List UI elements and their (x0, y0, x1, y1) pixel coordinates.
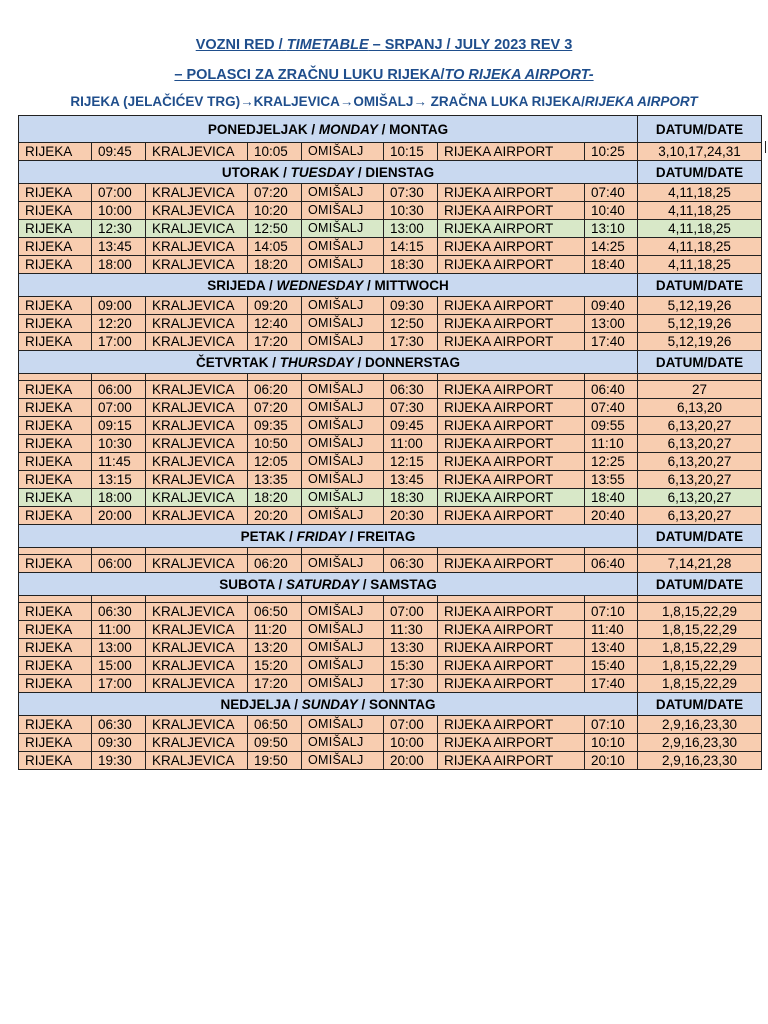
dates-cell: 4,11,18,25 (638, 202, 762, 220)
stop-origin: RIJEKA (19, 621, 92, 639)
stop-kraljevica: KRALJEVICA (146, 315, 248, 333)
date-column-header: DATUM/DATE (638, 693, 762, 716)
time-omisalj: 07:30 (384, 184, 438, 202)
table-row (19, 315, 762, 333)
time-omisalj: 07:00 (384, 603, 438, 621)
stop-kraljevica: KRALJEVICA (146, 471, 248, 489)
time-kraljevica: 10:20 (248, 202, 302, 220)
table-row (19, 716, 762, 734)
time-kraljevica: 19:50 (248, 752, 302, 770)
stop-kraljevica: KRALJEVICA (146, 238, 248, 256)
dates-cell: 6,13,20,27 (638, 489, 762, 507)
stop-origin: RIJEKA (19, 184, 92, 202)
time-origin: 11:45 (92, 453, 146, 471)
time-airport: 07:10 (585, 603, 638, 621)
stop-airport: RIJEKA AIRPORT (438, 220, 585, 238)
time-kraljevica: 07:20 (248, 184, 302, 202)
time-airport: 15:40 (585, 657, 638, 675)
stop-omisalj: OMIŠALJ (302, 399, 384, 417)
stop-origin: RIJEKA (19, 716, 92, 734)
dates-cell: 1,8,15,22,29 (638, 639, 762, 657)
table-row (19, 381, 762, 399)
dates-cell: 1,8,15,22,29 (638, 621, 762, 639)
table-row (19, 435, 762, 453)
time-omisalj: 18:30 (384, 256, 438, 274)
day-header-row (19, 116, 762, 143)
stop-airport: RIJEKA AIRPORT (438, 471, 585, 489)
table-row (19, 184, 762, 202)
time-airport: 12:25 (585, 453, 638, 471)
time-kraljevica: 07:20 (248, 399, 302, 417)
stop-origin: RIJEKA (19, 471, 92, 489)
dates-cell: 4,11,18,25 (638, 238, 762, 256)
stop-omisalj: OMIŠALJ (302, 453, 384, 471)
time-airport: 10:40 (585, 202, 638, 220)
stop-airport: RIJEKA AIRPORT (438, 435, 585, 453)
time-origin: 15:00 (92, 657, 146, 675)
stop-airport: RIJEKA AIRPORT (438, 297, 585, 315)
dates-cell: 5,12,19,26 (638, 315, 762, 333)
time-kraljevica: 11:20 (248, 621, 302, 639)
stop-origin: RIJEKA (19, 256, 92, 274)
table-row (19, 143, 762, 161)
table-row (19, 417, 762, 435)
stop-kraljevica: KRALJEVICA (146, 603, 248, 621)
stop-origin: RIJEKA (19, 315, 92, 333)
stop-omisalj: OMIŠALJ (302, 256, 384, 274)
time-origin: 09:00 (92, 297, 146, 315)
stop-kraljevica: KRALJEVICA (146, 734, 248, 752)
time-kraljevica: 20:20 (248, 507, 302, 525)
time-omisalj: 09:45 (384, 417, 438, 435)
time-airport: 17:40 (585, 675, 638, 693)
stop-kraljevica: KRALJEVICA (146, 752, 248, 770)
time-origin: 10:30 (92, 435, 146, 453)
time-origin: 17:00 (92, 333, 146, 351)
stop-omisalj: OMIŠALJ (302, 381, 384, 399)
stop-airport: RIJEKA AIRPORT (438, 202, 585, 220)
stop-omisalj: OMIŠALJ (302, 507, 384, 525)
stop-omisalj: OMIŠALJ (302, 202, 384, 220)
stop-airport: RIJEKA AIRPORT (438, 453, 585, 471)
time-kraljevica: 09:20 (248, 297, 302, 315)
time-kraljevica: 13:35 (248, 471, 302, 489)
day-header: SUBOTA / SATURDAY / SAMSTAG (19, 573, 638, 596)
stop-origin: RIJEKA (19, 734, 92, 752)
dates-cell: 6,13,20,27 (638, 507, 762, 525)
table-row (19, 675, 762, 693)
time-kraljevica: 10:50 (248, 435, 302, 453)
day-header: UTORAK / TUESDAY / DIENSTAG (19, 161, 638, 184)
time-origin: 10:00 (92, 202, 146, 220)
stop-origin: RIJEKA (19, 202, 92, 220)
timetable-subtitle: – POLASCI ZA ZRAČNU LUKU RIJEKA/TO RIJEKA AIRPORT- (174, 67, 594, 83)
stop-omisalj: OMIŠALJ (302, 471, 384, 489)
stop-omisalj: OMIŠALJ (302, 657, 384, 675)
time-airport: 11:40 (585, 621, 638, 639)
time-kraljevica: 17:20 (248, 675, 302, 693)
time-kraljevica: 14:05 (248, 238, 302, 256)
dates-cell: 4,11,18,25 (638, 220, 762, 238)
time-airport: 20:10 (585, 752, 638, 770)
stop-airport: RIJEKA AIRPORT (438, 381, 585, 399)
time-airport: 17:40 (585, 333, 638, 351)
time-origin: 13:15 (92, 471, 146, 489)
time-kraljevica: 06:50 (248, 603, 302, 621)
stop-omisalj: OMIŠALJ (302, 603, 384, 621)
table-row (19, 453, 762, 471)
time-origin: 07:00 (92, 399, 146, 417)
time-origin: 18:00 (92, 489, 146, 507)
stop-kraljevica: KRALJEVICA (146, 184, 248, 202)
day-header-row (19, 351, 762, 374)
time-airport: 13:00 (585, 315, 638, 333)
dates-cell: 6,13,20,27 (638, 417, 762, 435)
stop-kraljevica: KRALJEVICA (146, 143, 248, 161)
table-row (19, 256, 762, 274)
time-origin: 13:45 (92, 238, 146, 256)
stop-kraljevica: KRALJEVICA (146, 435, 248, 453)
time-omisalj: 13:00 (384, 220, 438, 238)
time-origin: 06:00 (92, 381, 146, 399)
time-omisalj: 12:15 (384, 453, 438, 471)
stop-omisalj: OMIŠALJ (302, 417, 384, 435)
time-airport: 13:10 (585, 220, 638, 238)
stop-origin: RIJEKA (19, 238, 92, 256)
time-kraljevica: 09:35 (248, 417, 302, 435)
day-header: PONEDJELJAK / MONDAY / MONTAG (19, 116, 638, 143)
dates-cell: 6,13,20,27 (638, 435, 762, 453)
stop-airport: RIJEKA AIRPORT (438, 238, 585, 256)
time-origin: 18:00 (92, 256, 146, 274)
time-kraljevica: 12:50 (248, 220, 302, 238)
dates-cell: 7,14,21,28 (638, 555, 762, 573)
edge-mark (765, 141, 766, 153)
time-airport: 18:40 (585, 256, 638, 274)
time-kraljevica: 18:20 (248, 256, 302, 274)
stop-kraljevica: KRALJEVICA (146, 381, 248, 399)
date-column-header: DATUM/DATE (638, 573, 762, 596)
dates-cell: 1,8,15,22,29 (638, 675, 762, 693)
time-origin: 17:00 (92, 675, 146, 693)
stop-origin: RIJEKA (19, 657, 92, 675)
stop-airport: RIJEKA AIRPORT (438, 256, 585, 274)
timetable-title: VOZNI RED / TIMETABLE – SRPANJ / JULY 2023 REV 3 (195, 37, 573, 53)
time-kraljevica: 09:50 (248, 734, 302, 752)
time-origin: 06:30 (92, 603, 146, 621)
time-airport: 07:40 (585, 399, 638, 417)
stop-kraljevica: KRALJEVICA (146, 256, 248, 274)
stop-kraljevica: KRALJEVICA (146, 202, 248, 220)
time-origin: 09:15 (92, 417, 146, 435)
stop-omisalj: OMIŠALJ (302, 555, 384, 573)
table-row (19, 507, 762, 525)
spacer-row (19, 596, 762, 603)
time-omisalj: 13:45 (384, 471, 438, 489)
stop-origin: RIJEKA (19, 399, 92, 417)
time-origin: 06:00 (92, 555, 146, 573)
time-omisalj: 17:30 (384, 333, 438, 351)
stop-airport: RIJEKA AIRPORT (438, 603, 585, 621)
stop-omisalj: OMIŠALJ (302, 184, 384, 202)
time-airport: 09:40 (585, 297, 638, 315)
dates-cell: 5,12,19,26 (638, 333, 762, 351)
timetable (18, 115, 762, 770)
time-airport: 13:55 (585, 471, 638, 489)
day-header-row (19, 573, 762, 596)
date-column-header: DATUM/DATE (638, 161, 762, 184)
time-omisalj: 09:30 (384, 297, 438, 315)
time-kraljevica: 06:20 (248, 381, 302, 399)
table-row (19, 471, 762, 489)
time-omisalj: 13:30 (384, 639, 438, 657)
stop-origin: RIJEKA (19, 675, 92, 693)
day-header-row (19, 274, 762, 297)
dates-cell: 2,9,16,23,30 (638, 716, 762, 734)
date-column-header: DATUM/DATE (638, 274, 762, 297)
time-kraljevica: 13:20 (248, 639, 302, 657)
time-omisalj: 06:30 (384, 555, 438, 573)
table-row (19, 238, 762, 256)
time-airport: 20:40 (585, 507, 638, 525)
stop-origin: RIJEKA (19, 381, 92, 399)
table-row (19, 639, 762, 657)
stop-airport: RIJEKA AIRPORT (438, 399, 585, 417)
stop-kraljevica: KRALJEVICA (146, 675, 248, 693)
time-airport: 13:40 (585, 639, 638, 657)
stop-origin: RIJEKA (19, 220, 92, 238)
time-kraljevica: 12:40 (248, 315, 302, 333)
stop-origin: RIJEKA (19, 333, 92, 351)
time-origin: 09:30 (92, 734, 146, 752)
time-kraljevica: 18:20 (248, 489, 302, 507)
stop-origin: RIJEKA (19, 639, 92, 657)
time-airport: 07:10 (585, 716, 638, 734)
stop-airport: RIJEKA AIRPORT (438, 507, 585, 525)
stop-kraljevica: KRALJEVICA (146, 297, 248, 315)
stop-omisalj: OMIŠALJ (302, 734, 384, 752)
time-origin: 13:00 (92, 639, 146, 657)
time-origin: 12:30 (92, 220, 146, 238)
stop-airport: RIJEKA AIRPORT (438, 734, 585, 752)
stop-omisalj: OMIŠALJ (302, 333, 384, 351)
time-kraljevica: 17:20 (248, 333, 302, 351)
time-omisalj: 15:30 (384, 657, 438, 675)
time-origin: 11:00 (92, 621, 146, 639)
stop-airport: RIJEKA AIRPORT (438, 315, 585, 333)
stop-airport: RIJEKA AIRPORT (438, 555, 585, 573)
stop-origin: RIJEKA (19, 143, 92, 161)
stop-origin: RIJEKA (19, 507, 92, 525)
spacer-row (19, 548, 762, 555)
stop-airport: RIJEKA AIRPORT (438, 716, 585, 734)
dates-cell: 6,13,20 (638, 399, 762, 417)
dates-cell: 5,12,19,26 (638, 297, 762, 315)
time-airport: 18:40 (585, 489, 638, 507)
table-row (19, 333, 762, 351)
time-omisalj: 10:15 (384, 143, 438, 161)
date-column-header: DATUM/DATE (638, 351, 762, 374)
table-row (19, 399, 762, 417)
time-airport: 09:55 (585, 417, 638, 435)
stop-origin: RIJEKA (19, 453, 92, 471)
day-header: NEDJELJA / SUNDAY / SONNTAG (19, 693, 638, 716)
day-header: SRIJEDA / WEDNESDAY / MITTWOCH (19, 274, 638, 297)
time-kraljevica: 12:05 (248, 453, 302, 471)
stop-omisalj: OMIŠALJ (302, 435, 384, 453)
table-row (19, 297, 762, 315)
day-header-row (19, 693, 762, 716)
table-row (19, 489, 762, 507)
day-header-row (19, 161, 762, 184)
time-omisalj: 07:30 (384, 399, 438, 417)
time-origin: 07:00 (92, 184, 146, 202)
stop-omisalj: OMIŠALJ (302, 489, 384, 507)
stop-kraljevica: KRALJEVICA (146, 555, 248, 573)
stop-kraljevica: KRALJEVICA (146, 220, 248, 238)
stop-omisalj: OMIŠALJ (302, 752, 384, 770)
stop-kraljevica: KRALJEVICA (146, 507, 248, 525)
time-omisalj: 18:30 (384, 489, 438, 507)
time-kraljevica: 06:20 (248, 555, 302, 573)
dates-cell: 4,11,18,25 (638, 256, 762, 274)
stop-kraljevica: KRALJEVICA (146, 333, 248, 351)
time-kraljevica: 06:50 (248, 716, 302, 734)
stop-omisalj: OMIŠALJ (302, 220, 384, 238)
stop-kraljevica: KRALJEVICA (146, 453, 248, 471)
stop-airport: RIJEKA AIRPORT (438, 675, 585, 693)
stop-airport: RIJEKA AIRPORT (438, 489, 585, 507)
time-airport: 14:25 (585, 238, 638, 256)
time-origin: 19:30 (92, 752, 146, 770)
table-row (19, 603, 762, 621)
time-origin: 20:00 (92, 507, 146, 525)
stop-omisalj: OMIŠALJ (302, 716, 384, 734)
table-row (19, 734, 762, 752)
time-omisalj: 17:30 (384, 675, 438, 693)
date-column-header: DATUM/DATE (638, 525, 762, 548)
time-origin: 06:30 (92, 716, 146, 734)
stop-kraljevica: KRALJEVICA (146, 489, 248, 507)
time-airport: 06:40 (585, 555, 638, 573)
route-line: RIJEKA (JELAČIĆEV TRG)→KRALJEVICA→OMIŠALJ→ ZRAČNA LUKA RIJEKA/RIJEKA AIRPORT (70, 94, 698, 109)
stop-omisalj: OMIŠALJ (302, 238, 384, 256)
stop-omisalj: OMIŠALJ (302, 315, 384, 333)
dates-cell: 1,8,15,22,29 (638, 603, 762, 621)
stop-airport: RIJEKA AIRPORT (438, 333, 585, 351)
dates-cell: 6,13,20,27 (638, 471, 762, 489)
stop-airport: RIJEKA AIRPORT (438, 184, 585, 202)
time-omisalj: 10:30 (384, 202, 438, 220)
dates-cell: 1,8,15,22,29 (638, 657, 762, 675)
stop-omisalj: OMIŠALJ (302, 143, 384, 161)
time-omisalj: 07:00 (384, 716, 438, 734)
stop-airport: RIJEKA AIRPORT (438, 752, 585, 770)
stop-kraljevica: KRALJEVICA (146, 716, 248, 734)
stop-kraljevica: KRALJEVICA (146, 417, 248, 435)
time-origin: 09:45 (92, 143, 146, 161)
time-omisalj: 11:30 (384, 621, 438, 639)
dates-cell: 27 (638, 381, 762, 399)
time-airport: 06:40 (585, 381, 638, 399)
dates-cell: 2,9,16,23,30 (638, 734, 762, 752)
time-omisalj: 12:50 (384, 315, 438, 333)
table-row (19, 621, 762, 639)
stop-kraljevica: KRALJEVICA (146, 621, 248, 639)
stop-omisalj: OMIŠALJ (302, 621, 384, 639)
dates-cell: 6,13,20,27 (638, 453, 762, 471)
dates-cell: 4,11,18,25 (638, 184, 762, 202)
table-row (19, 220, 762, 238)
time-omisalj: 14:15 (384, 238, 438, 256)
time-kraljevica: 15:20 (248, 657, 302, 675)
table-row (19, 202, 762, 220)
time-omisalj: 20:00 (384, 752, 438, 770)
stop-kraljevica: KRALJEVICA (146, 639, 248, 657)
stop-kraljevica: KRALJEVICA (146, 399, 248, 417)
day-header: ČETVRTAK / THURSDAY / DONNERSTAG (19, 351, 638, 374)
date-column-header: DATUM/DATE (638, 116, 762, 143)
table-row (19, 657, 762, 675)
stop-origin: RIJEKA (19, 752, 92, 770)
stop-kraljevica: KRALJEVICA (146, 657, 248, 675)
table-row (19, 752, 762, 770)
day-header-row (19, 525, 762, 548)
time-airport: 11:10 (585, 435, 638, 453)
stop-origin: RIJEKA (19, 603, 92, 621)
time-omisalj: 20:30 (384, 507, 438, 525)
time-omisalj: 10:00 (384, 734, 438, 752)
dates-cell: 3,10,17,24,31 (638, 143, 762, 161)
stop-origin: RIJEKA (19, 297, 92, 315)
time-origin: 12:20 (92, 315, 146, 333)
stop-origin: RIJEKA (19, 417, 92, 435)
dates-cell: 2,9,16,23,30 (638, 752, 762, 770)
stop-airport: RIJEKA AIRPORT (438, 143, 585, 161)
stop-origin: RIJEKA (19, 555, 92, 573)
table-row (19, 555, 762, 573)
stop-airport: RIJEKA AIRPORT (438, 639, 585, 657)
stop-origin: RIJEKA (19, 489, 92, 507)
stop-airport: RIJEKA AIRPORT (438, 417, 585, 435)
time-omisalj: 06:30 (384, 381, 438, 399)
stop-omisalj: OMIŠALJ (302, 675, 384, 693)
time-omisalj: 11:00 (384, 435, 438, 453)
stop-airport: RIJEKA AIRPORT (438, 621, 585, 639)
day-header: PETAK / FRIDAY / FREITAG (19, 525, 638, 548)
stop-omisalj: OMIŠALJ (302, 297, 384, 315)
time-airport: 07:40 (585, 184, 638, 202)
time-kraljevica: 10:05 (248, 143, 302, 161)
stop-omisalj: OMIŠALJ (302, 639, 384, 657)
stop-airport: RIJEKA AIRPORT (438, 657, 585, 675)
stop-origin: RIJEKA (19, 435, 92, 453)
time-airport: 10:25 (585, 143, 638, 161)
time-airport: 10:10 (585, 734, 638, 752)
spacer-row (19, 374, 762, 381)
